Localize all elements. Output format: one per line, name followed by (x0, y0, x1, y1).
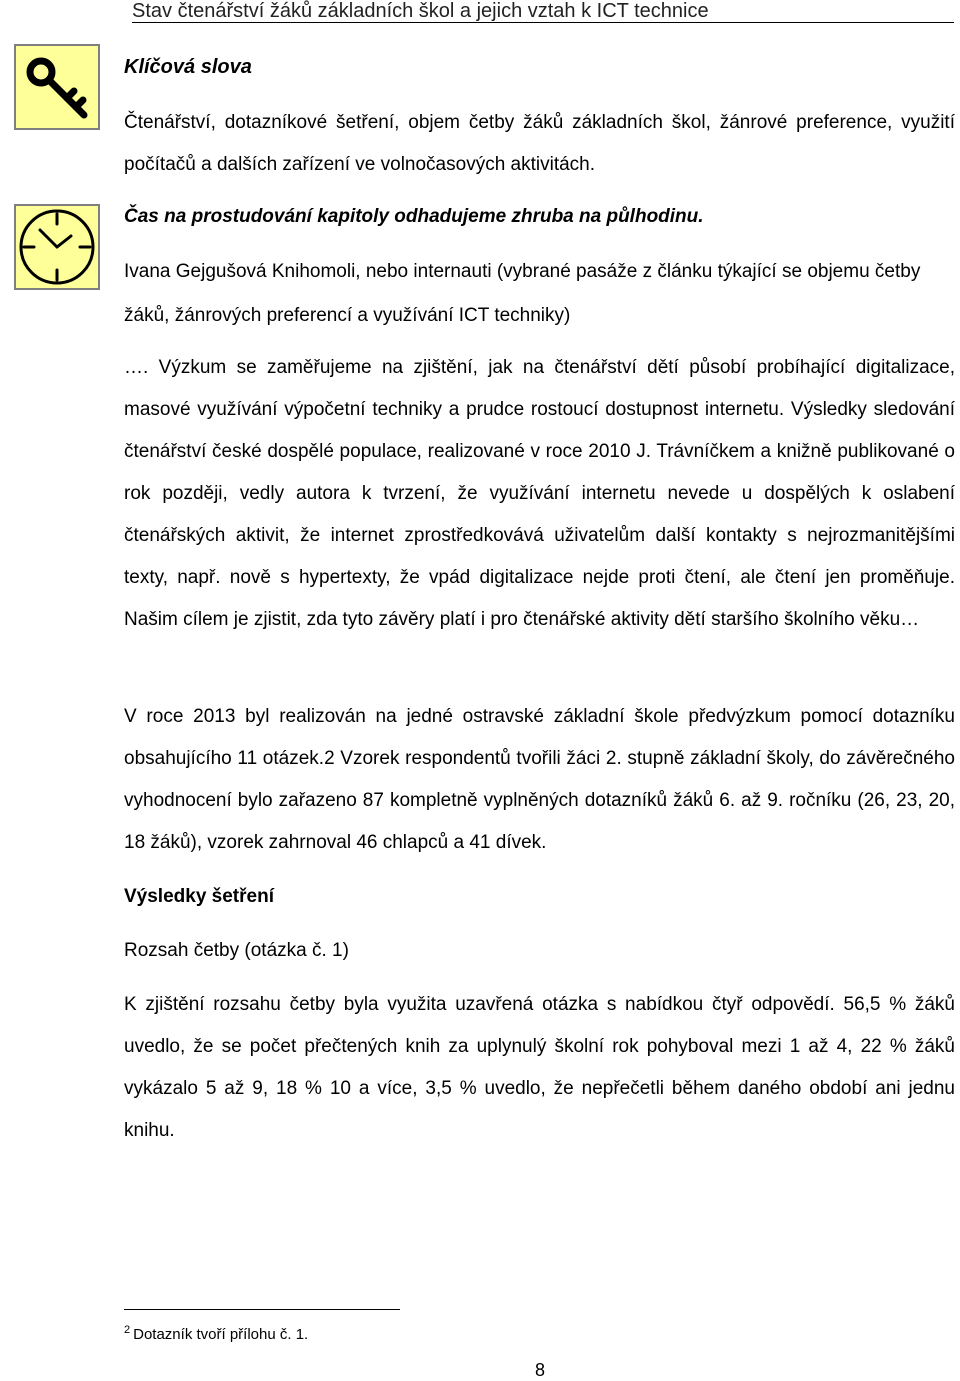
running-header: Stav čtenářství žáků základních škol a jejich vztah k ICT technice (132, 0, 954, 23)
keywords-title: Klíčová slova (124, 56, 252, 78)
paragraph-method: V roce 2013 byl realizován na jedné ostravské základní škole předvýzkum pomocí dotazníku obsahujícího 11 otázek.2 Vzorek respondentů tvořili žáci 2. stupně základní školy, do závěrečného vyhodnocení bylo zařazeno 87 kompletně vyplněných dotazníků žáků 6. až 9. ročníku (26, 23, 20, 18 žáků), vzorek zahrnoval 46 chlapců a 41 dívek. (124, 706, 955, 853)
paragraph-results: K zjištění rozsahu četby byla využita uzavřená otázka s nabídkou čtyř odpovědí. 56,5 % žáků uvedlo, že se počet přečtených knih za uplynulý školní rok pohyboval mezi 1 až 4, 22 % žáků vykázalo 5 až 9, 18 % 10 a více, 3,5 % uvedlo, že nepřečetli během daného období ani jednu knihu. (124, 994, 955, 1141)
key-icon (14, 44, 100, 130)
paragraph-research-aim: …. Výzkum se zaměřujeme na zjištění, jak na čtenářství dětí působí probíhající digitalizace, masové využívání výpočetní techniky a prudce rostoucí dostupnost internetu. Výsledky sledování čtenářství české dospělé populace, realizované v roce 2010 J. Trávníčkem a knižně publikované o rok později, vedly autora k tvrzení, že využívání internetu nevede u dospělých k oslabení čtenářských aktivit, že internet zprostředkovává uživatelům další kontakty s nejrozmanitějšími texty, např. nově s hypertexty, že vpád digitalizace nejde proti čtení, ale čtení jen proměňuje. Našim cílem je zjistit, zda tyto závěry platí i pro čtenářské aktivity dětí staršího školního věku… (124, 357, 955, 630)
study-time-note: Čas na prostudování kapitoly odhadujeme zhruba na půlhodinu. (124, 206, 704, 227)
footnote-separator (124, 1309, 400, 1310)
results-heading: Výsledky šetření (124, 886, 274, 907)
footnote (124, 1324, 308, 1343)
footnote-number: 2 (124, 1324, 131, 1336)
page-number: 8 (534, 1360, 545, 1380)
keywords-text: Čtenářství, dotazníkové šetření, objem četby žáků základních škol, žánrové preference, využití počítačů a dalších zařízení ve volnočasových aktivitách. (124, 112, 955, 175)
article-reference: Ivana Gejgušová Knihomoli, nebo internauti (vybrané pasáže z článku týkající se objemu četby žáků, žánrových preferencí a využívání ICT techniky) (124, 261, 921, 326)
question-subheading: Rozsah četby (otázka č. 1) (124, 940, 349, 961)
footnote-text: Dotazník tvoří přílohu č. 1. (133, 1326, 309, 1343)
clock-icon (14, 204, 100, 290)
